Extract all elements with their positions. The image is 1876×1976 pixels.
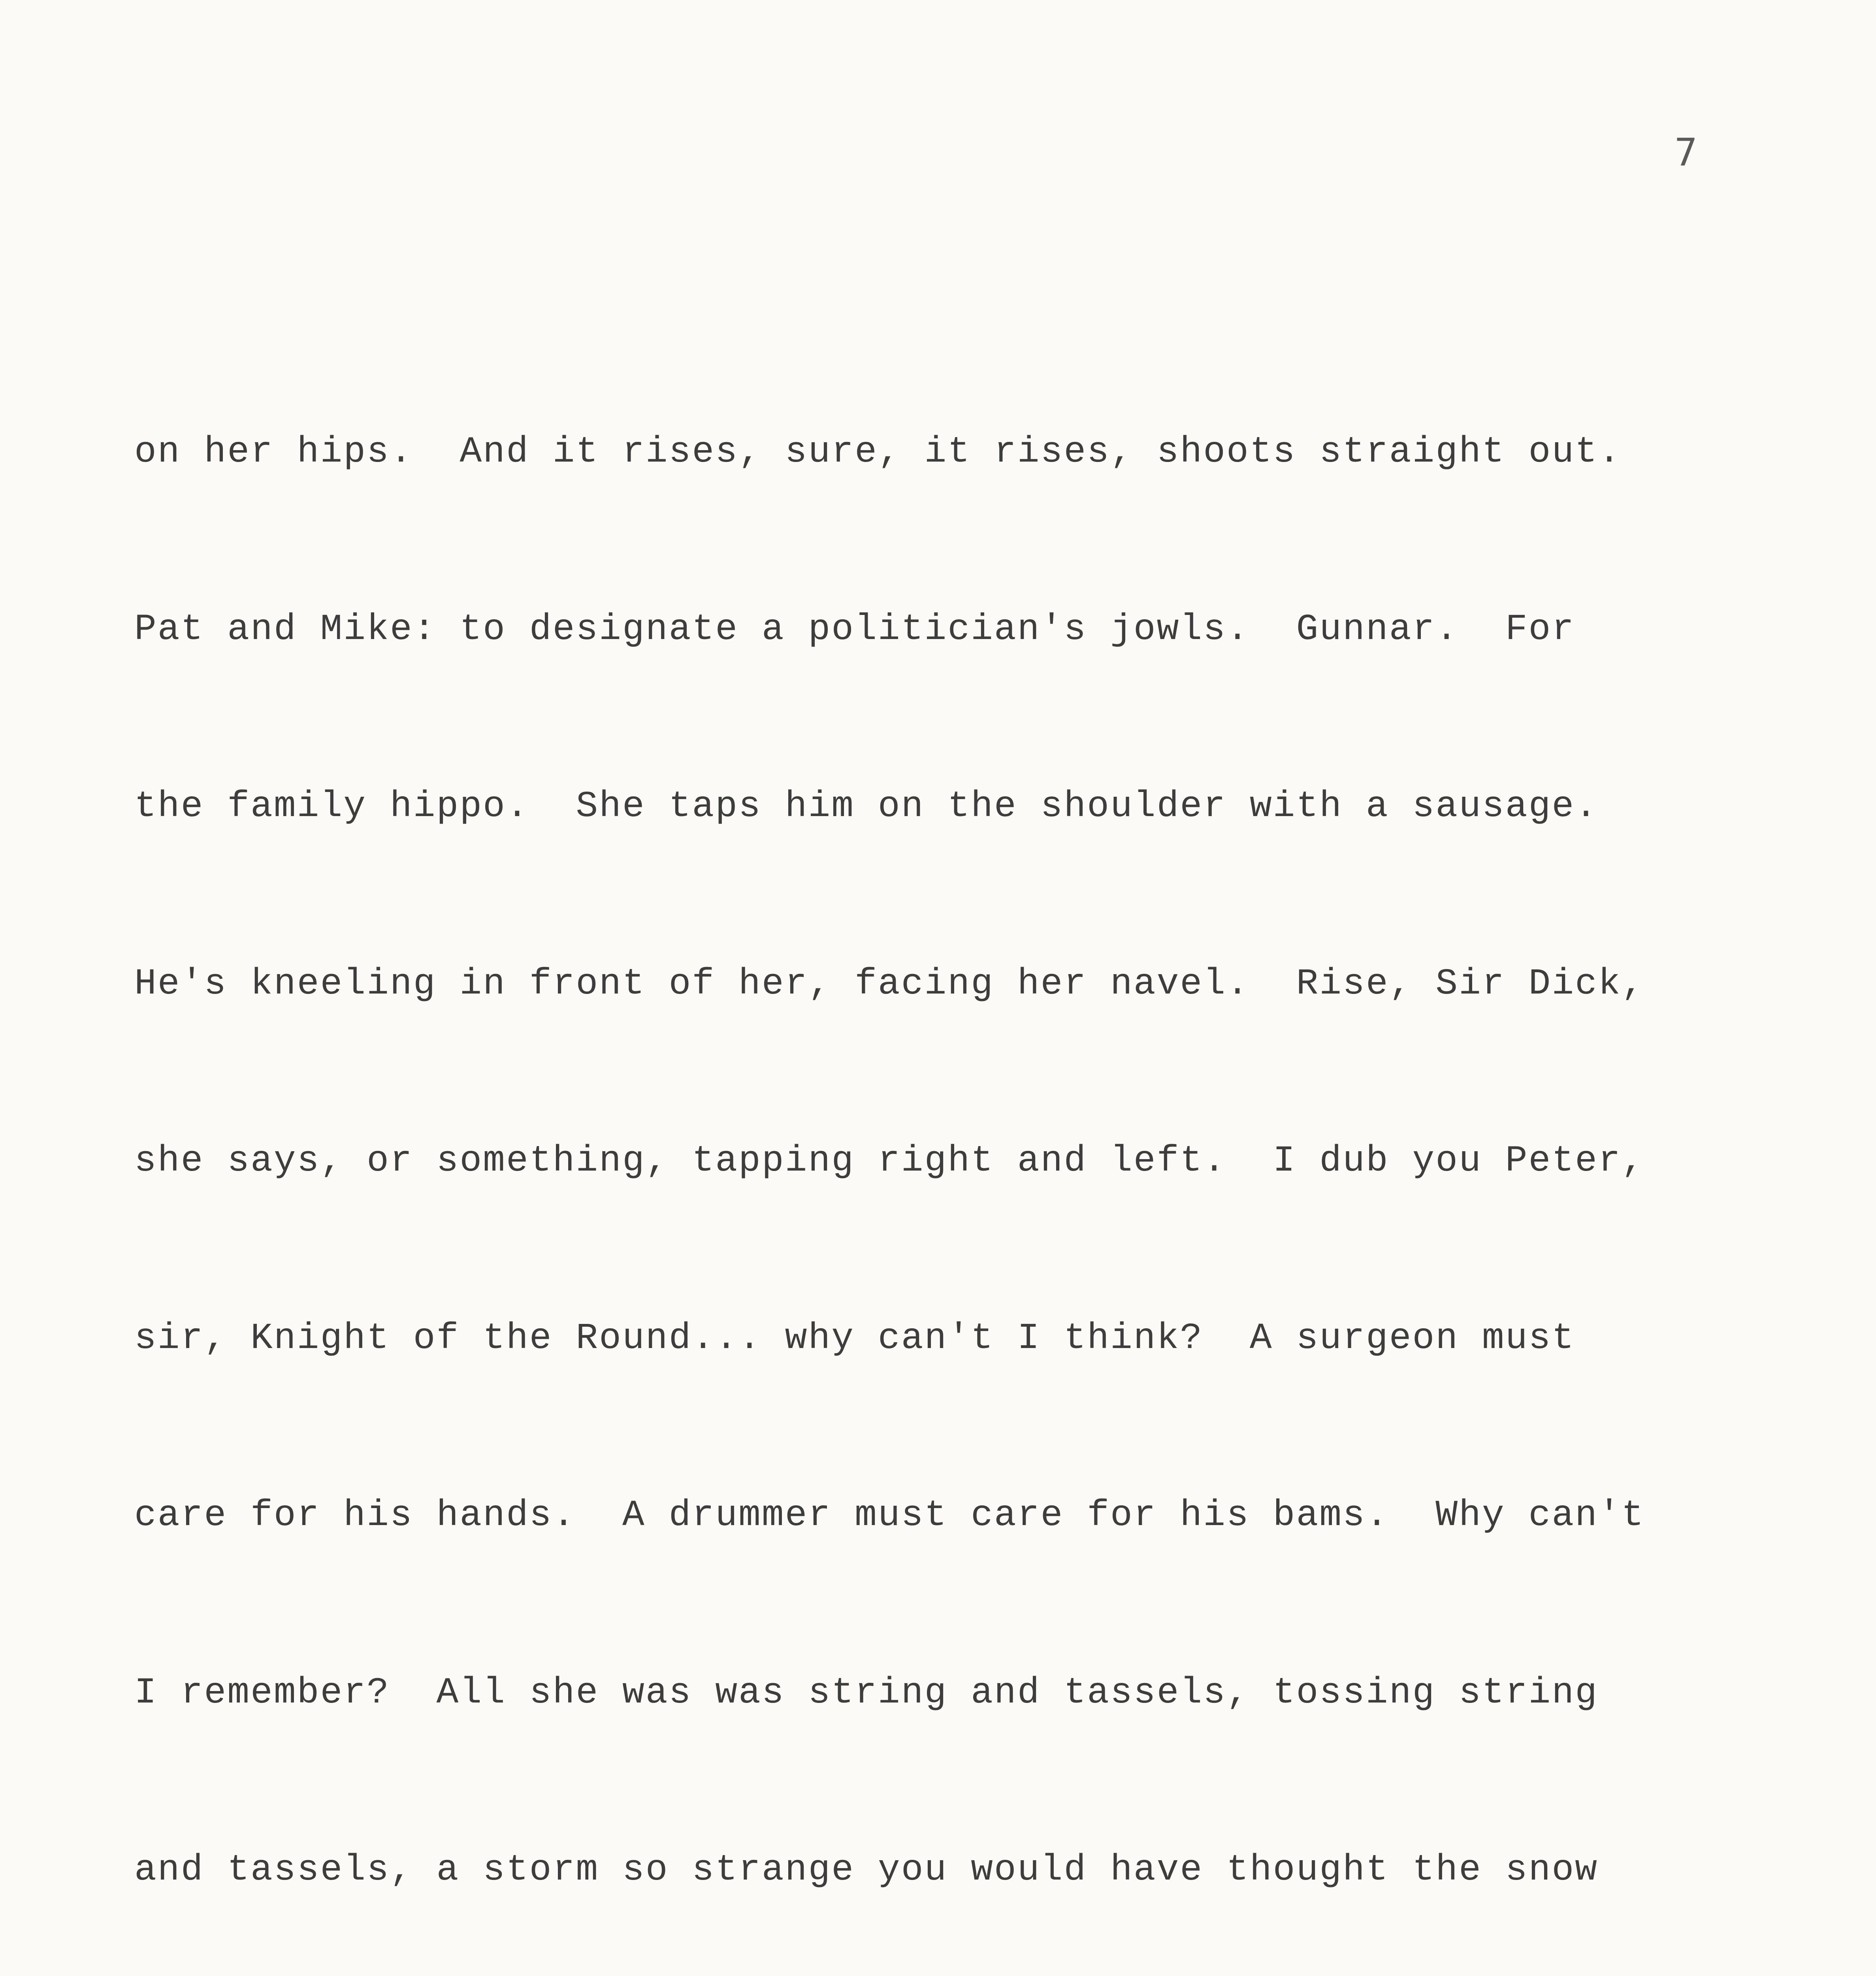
text-line: on her hips. And it rises, sure, it rises, shoots straight out. xyxy=(134,431,1622,473)
text-line: sir, Knight of the Round... why can't I think? A surgeon must xyxy=(134,1317,1575,1359)
text-line: care for his hands. A drummer must care for his bams. Why can't xyxy=(134,1495,1645,1536)
text-line: she says, or something, tapping right and left. I dub you Peter, xyxy=(134,1140,1645,1182)
text-line: Pat and Mike: to designate a politician's jowls. Gunnar. For xyxy=(134,608,1575,650)
text-line: and tassels, a storm so strange you would have thought the snow xyxy=(134,1849,1598,1891)
text-line: I remember? All she was was string and tassels, tossing string xyxy=(134,1672,1598,1714)
text-line: He's kneeling in front of her, facing her navel. Rise, Sir Dick, xyxy=(134,963,1645,1005)
text-line: the family hippo. She taps him on the shoulder with a sausage. xyxy=(134,786,1598,827)
body-text xyxy=(134,304,1758,1976)
page-number: 7 xyxy=(1674,130,1698,175)
